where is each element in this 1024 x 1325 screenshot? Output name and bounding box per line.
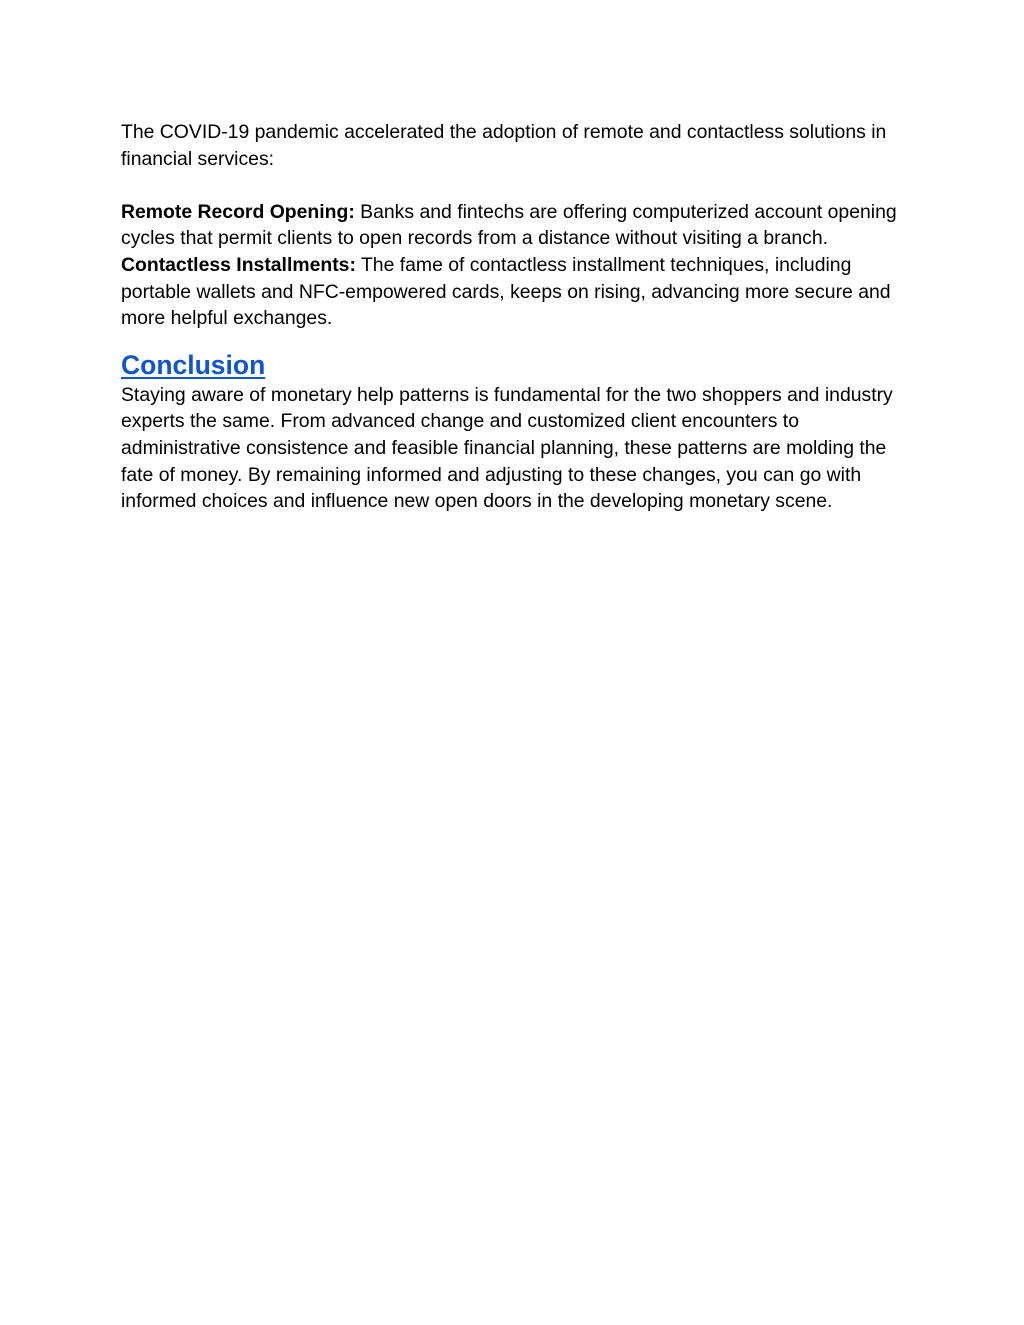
remote-record-opening-text: Banks and fintechs are offering computerized account opening cycles that permit clients to open records from a distance without visiting a branch.: [121, 200, 897, 250]
paragraph-spacer: [121, 172, 911, 199]
remote-record-opening-label: Remote Record Opening:: [121, 200, 355, 223]
document-body: [121, 119, 911, 515]
conclusion-paragraph: Staying aware of monetary help patterns is fundamental for the two shoppers and industry experts the same. From advanced change and customized client encounters to administrative consistence and feasible financial planning, these patterns are molding the fate of money. By remaining informed and adjusting to these changes, you can go with informed choices and influence new open doors in the developing monetary scene.: [121, 383, 893, 513]
contactless-installments-text: The fame of contactless installment techniques, including portable wallets and NFC-empowered cards, keeps on rising, advancing more secure and more helpful exchanges.: [121, 253, 891, 330]
remote-record-opening-paragraph: [121, 199, 911, 252]
conclusion-heading-link[interactable]: Conclusion: [121, 349, 266, 380]
intro-paragraph: The COVID-19 pandemic accelerated the adoption of remote and contactless solutions in financial services:: [121, 121, 887, 170]
contactless-installments-label: Contactless Installments:: [121, 253, 356, 276]
contactless-installments-paragraph: [121, 252, 911, 332]
